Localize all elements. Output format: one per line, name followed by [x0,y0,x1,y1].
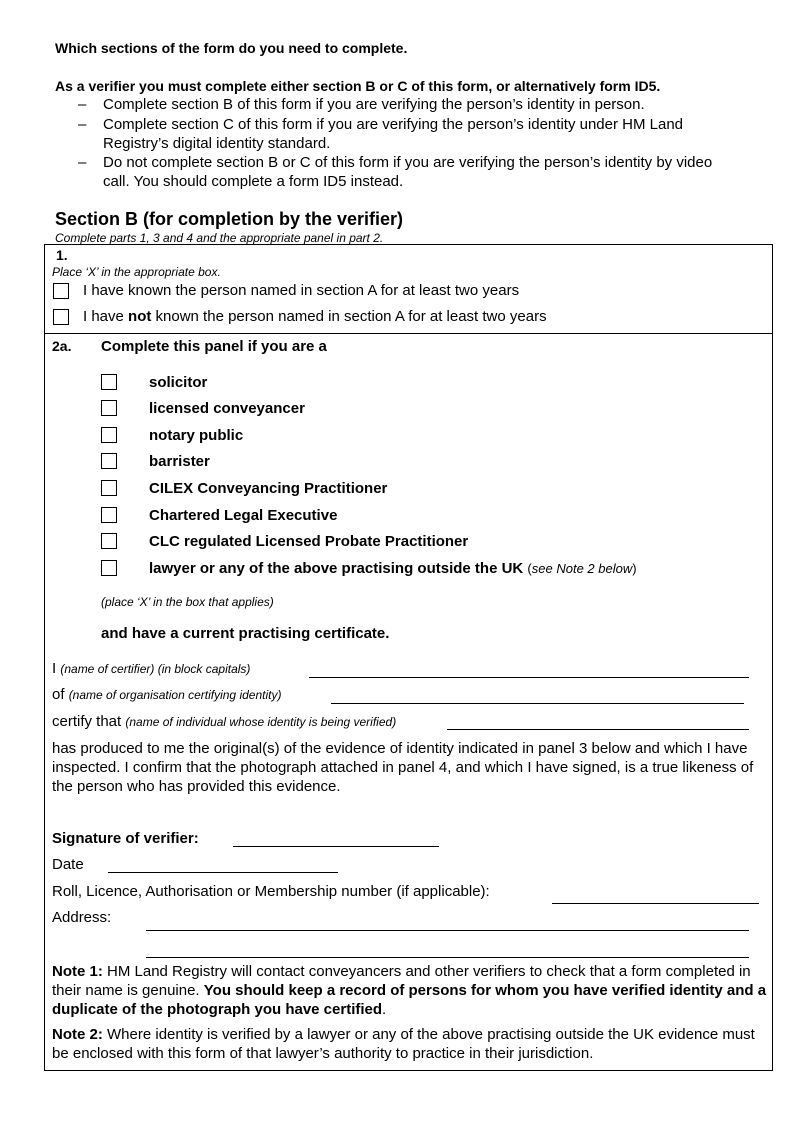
option-licensed-conveyancer: licensed conveyancer [149,400,305,417]
signature-label: Signature of verifier: [52,830,199,847]
address-field-line2[interactable] [146,957,749,958]
option-clc: CLC regulated Licensed Probate Practitioner [149,533,469,550]
address-label: Address: [52,909,112,926]
note-2: Note 2: Where identity is verified by a lawyer or any of the above practising outside the UK evidence must be enclosed with this form of that lawyer’s authority to practice in their jurisdiction. [52,1026,755,1062]
option-lawyer-outside-uk: lawyer or any of the above practising outside the UK (see Note 2 below) [149,560,637,577]
bullet-1: Complete section B of this form if you are verifying the person’s identity in person. [103,96,645,113]
part1-option1-checkbox[interactable] [53,283,69,299]
part2a-number: 2a. [52,338,72,354]
certify-that-row: certify that (name of individual whose identity is being verified) [52,713,397,730]
date-field[interactable] [108,872,338,873]
bullet-3-line2: call. You should complete a form ID5 instead. [103,173,404,190]
organisation-row: of (name of organisation certifying identity) [52,686,282,703]
bullet-2-line1: Complete section C of this form if you are verifying the person’s identity under HM Land [103,116,684,133]
part1-option1-label: I have known the person named in section A for at least two years [83,282,520,299]
lawyer-outside-uk-checkbox[interactable] [101,560,117,576]
note-1: Note 1: HM Land Registry will contact conveyancers and other verifiers to check that a form completed in their name is genuine. You should keep a record of persons for whom you have verified identity and a duplicate of the photograph you have certified. [52,963,767,1018]
option-notary-public: notary public [149,427,244,444]
part1-number: 1. [56,247,68,263]
bullet-2-line2: Registry’s digital identity standard. [103,135,331,152]
bullet-dash: – [78,116,87,133]
form-box [44,244,773,1071]
part1-option2-checkbox[interactable] [53,309,69,325]
licensed-conveyancer-checkbox[interactable] [101,400,117,416]
section-b-subtitle: Complete parts 1, 3 and 4 and the appropriate panel in part 2. [55,231,384,245]
part2a-heading: Complete this panel if you are a [101,338,327,355]
option-barrister: barrister [149,453,210,470]
place-x-instruction: (place ‘X’ in the box that applies) [101,595,274,609]
part1-instruction: Place ‘X’ in the appropriate box. [52,265,221,279]
certification-statement: has produced to me the original(s) of the evidence of identity indicated in panel 3 below and which I have inspected. I confirm that the photograph attached in panel 4, and which I have signed, is a true likeness of the person who has provided this evidence. [52,740,754,795]
bullet-dash: – [78,96,87,113]
clc-checkbox[interactable] [101,533,117,549]
solicitor-checkbox[interactable] [101,374,117,390]
chartered-legal-executive-checkbox[interactable] [101,507,117,523]
bullet-dash: – [78,154,87,171]
barrister-checkbox[interactable] [101,453,117,469]
part-divider [44,333,773,334]
individual-name-field[interactable] [447,729,749,730]
signature-field[interactable] [233,846,439,847]
intro-heading: Which sections of the form do you need to complete. [55,40,408,56]
date-label: Date [52,856,84,873]
notary-public-checkbox[interactable] [101,427,117,443]
address-field-line1[interactable] [146,930,749,931]
cilex-checkbox[interactable] [101,480,117,496]
roll-number-field[interactable] [552,903,759,904]
bullet-3-line1: Do not complete section B or C of this form if you are verifying the person’s identity by video [103,154,713,171]
roll-number-label: Roll, Licence, Authorisation or Membership number (if applicable): [52,883,490,900]
practising-certificate: and have a current practising certificate. [101,625,390,642]
option-chartered-legal-executive: Chartered Legal Executive [149,507,338,524]
intro-lead: As a verifier you must complete either section B or C of this form, or alternatively form ID5. [55,78,661,94]
option-solicitor: solicitor [149,374,208,391]
certifier-name-field[interactable] [309,677,749,678]
option-cilex: CILEX Conveyancing Practitioner [149,480,388,497]
certifier-name-row: I (name of certifier) (in block capitals) [52,660,251,677]
organisation-field[interactable] [331,703,744,704]
section-b-title: Section B (for completion by the verifier) [55,209,404,229]
part1-option2-label: I have not known the person named in section A for at least two years [83,308,547,325]
